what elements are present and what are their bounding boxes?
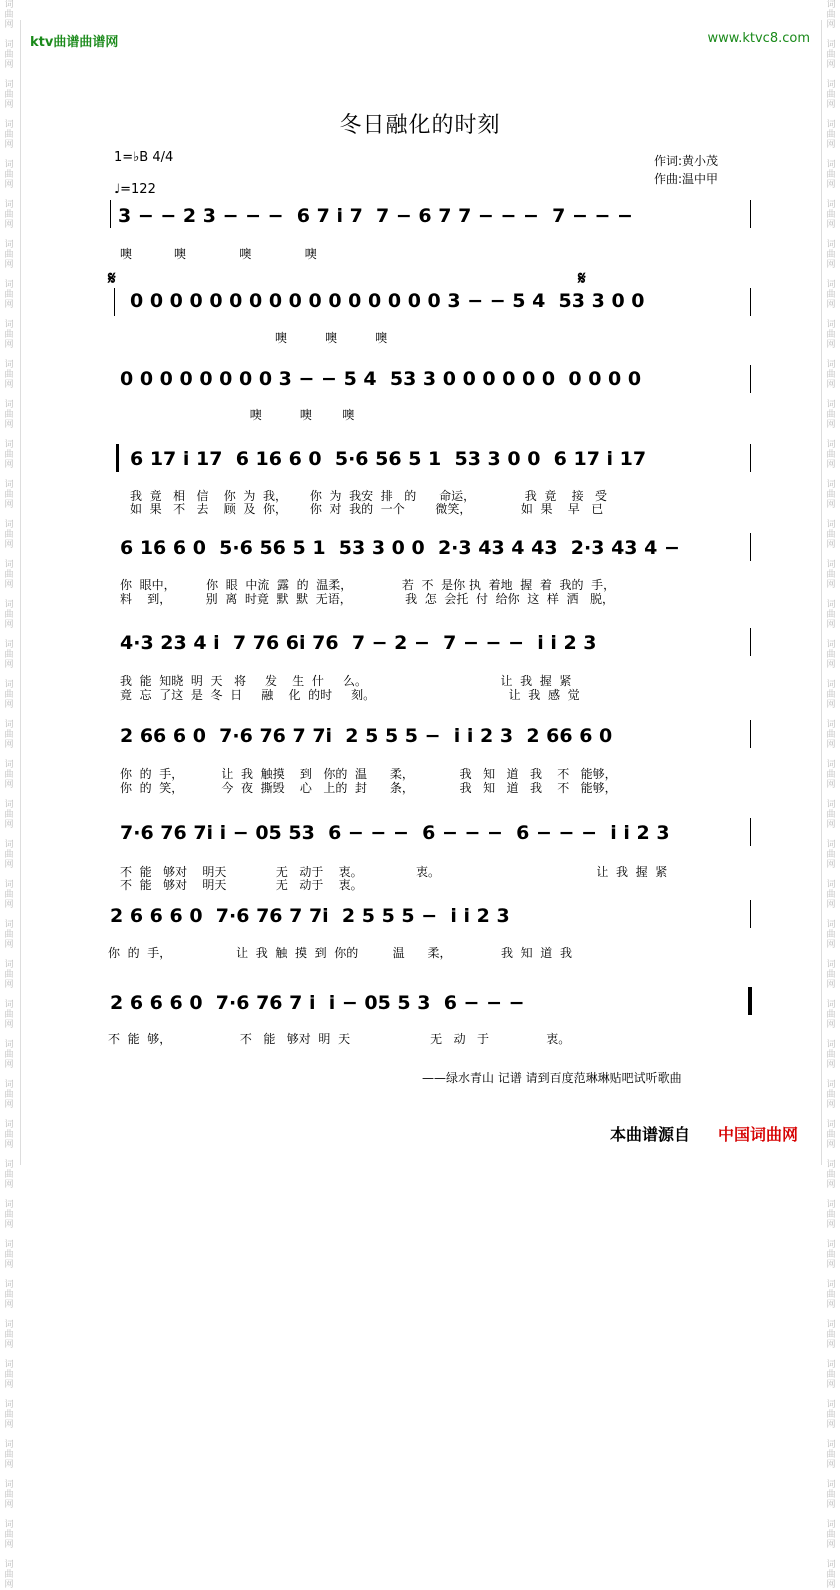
repeat-start (116, 444, 119, 472)
lyric-line: 我 能 知晓 明 天 将 发 生 什 么。 让 我 握 紧 (120, 674, 572, 688)
barline (750, 288, 751, 316)
lyric-line: 不 能 够对 明天 无 动于 衷。 衷。 让 我 握 紧 (120, 865, 668, 879)
barline (110, 200, 111, 228)
lyric-line: 不 能 够， 不 能 够对 明 天 无 动 于 衷。 (108, 1032, 571, 1046)
lyric-line: 你 的 笑， 今 夜 撕毁 心 上的 封 条， 我 知 道 我 不 能够， (120, 781, 617, 795)
notation-line: 0 0 0 0 0 0 0 0 0 0 0 0 0 0 0 0 3 − − 5 4 53 3 0 0 (130, 290, 645, 312)
lyric-line: 噢 噢 噢 (120, 408, 355, 422)
lyric-line: 料 到， 别 离 时竟 默 默 无语， 我 怎 会托 付 给你 这 样 洒 脱， (120, 592, 614, 606)
lyric-line: 我 竟 相 信 你 为 我， 你 为 我安 排 的 命运， 我 竟 接 受 (130, 489, 608, 503)
site-link-left[interactable]: ktv曲谱曲谱网 (30, 35, 119, 50)
footer-site-link[interactable]: 中国词曲网 (718, 1125, 799, 1144)
segno-icon: 𝄋 (578, 268, 586, 289)
barline (750, 365, 751, 393)
barline (750, 900, 751, 928)
barline (750, 818, 751, 846)
lyric-line: 不 能 够对 明天 无 动于 衷。 (120, 878, 363, 892)
credits (654, 152, 718, 188)
notation-line: 6 17 i 17 6 16 6 0 5·6 56 5 1 53 3 0 0 6 17 i 17 (130, 448, 647, 470)
key-signature: 1=♭B 4/4 (114, 150, 174, 165)
watermark-left: 词曲网 词曲网 词曲网 词曲网 词曲网 词曲网 词曲网 词曲网 词曲网 词曲网 词曲网 词曲网 词曲网 词曲网 词曲网 词曲网 词曲网 词曲网 词曲网 词曲网 词曲网 词曲网 词曲网 词曲网 词曲网 词曲网 词曲网 词曲网 词曲网 词曲网 词曲网 词曲网 词曲网 词曲网 词曲网 词曲网 词曲网 词曲网 词曲网 词曲网 (4, 0, 14, 1590)
transcriber-note: ——绿水青山 记谱 请到百度范琳琳贴吧试听歌曲 (422, 1071, 682, 1085)
watermark-right: 词曲网 词曲网 词曲网 词曲网 词曲网 词曲网 词曲网 词曲网 词曲网 词曲网 词曲网 词曲网 词曲网 词曲网 词曲网 词曲网 词曲网 词曲网 词曲网 词曲网 词曲网 词曲网 词曲网 词曲网 词曲网 词曲网 词曲网 词曲网 词曲网 词曲网 词曲网 词曲网 词曲网 词曲网 词曲网 词曲网 词曲网 词曲网 词曲网 词曲网 (826, 0, 836, 1590)
lyricist: 作词:黄小茂 (654, 154, 719, 168)
lyric-line: 竟 忘 了这 是 冬 日 融 化 的时 刻。 让 我 感 觉 (120, 688, 580, 702)
barline (750, 720, 751, 748)
notation-line: 4·3 23 4 i 7 76 6i 76 7 − 2 − 7 − − − i i 2 3 (120, 632, 597, 654)
barline (750, 628, 751, 656)
song-title: 冬日融化的时刻 (339, 113, 501, 138)
lyric-line: 如 果 不 去 顾 及 你， 你 对 我的 一个 微笑， 如 果 早 已 (130, 502, 604, 516)
final-barline (748, 987, 752, 1015)
barline (750, 444, 751, 472)
footer-label: 本曲谱源自 (610, 1125, 691, 1144)
lyric-line: 你 的 手， 让 我 触 摸 到 你的 温 柔， 我 知 道 我 (108, 946, 572, 960)
tempo-mark: ♩=122 (114, 182, 156, 197)
composer: 作曲:温中甲 (654, 172, 719, 186)
notation-line: 0 0 0 0 0 0 0 0 3 − − 5 4 53 3 0 0 0 0 0 0 0 0 0 0 (120, 368, 642, 390)
notation-line: 6 16 6 0 5·6 56 5 1 53 3 0 0 2·3 43 4 43 2·3 43 4 − (120, 537, 680, 559)
lyric-line: 你 的 手， 让 我 触摸 到 你的 温 柔， 我 知 道 我 不 能够， (120, 767, 617, 781)
barline (750, 533, 751, 561)
site-link-right[interactable]: www.ktvc8.com (707, 31, 810, 46)
lyric-line: 噢 噢 噢 噢 (120, 247, 317, 261)
lyric-line: 噢 噢 噢 (130, 331, 388, 345)
notation-line: 2 6 6 6 0 7·6 76 7 7i 2 5 5 5 − i i 2 3 (110, 905, 510, 927)
notation-line: 2 6 6 6 0 7·6 76 7 i i − 05 5 3 6 − − − (110, 992, 525, 1014)
notation-line: 2 66 6 0 7·6 76 7 7i 2 5 5 5 − i i 2 3 2 66 6 0 (120, 725, 613, 747)
barline (750, 200, 751, 228)
segno-icon: 𝄋 (108, 268, 116, 289)
barline (114, 288, 115, 316)
notation-line: 3 − − 2 3 − − − 6 7 i 7 7 − 6 7 7 − − − 7 − − − (118, 205, 633, 227)
notation-line: 7·6 76 7i i − 05 53 6 − − − 6 − − − 6 − − − i i 2 3 (120, 822, 670, 844)
lyric-line: 你 眼中， 你 眼 中流 露 的 温柔， 若 不 是你 执 着地 握 着 我的 手， (120, 578, 616, 592)
